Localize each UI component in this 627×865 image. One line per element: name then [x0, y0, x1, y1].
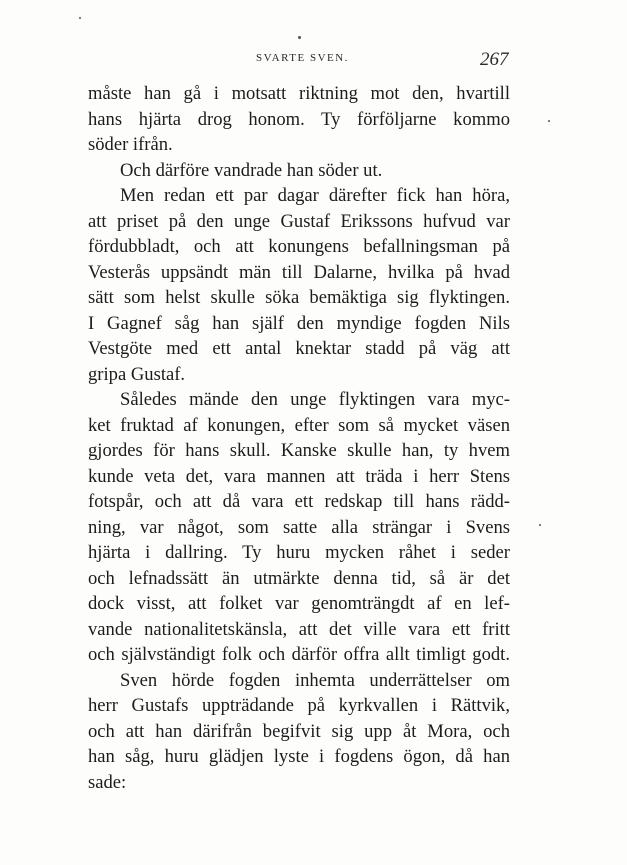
text-line: Vestgöte med ett antal knektar stadd på väg att	[88, 338, 510, 359]
text-line: och självständigt folk och därför offra allt timligt godt.	[88, 644, 510, 665]
text-line: och att han därifrån begifvit sig upp åt Mora, och	[88, 720, 510, 742]
text-line: Vesterås uppsändt män till Dalarne, hvilka på hvad	[88, 261, 510, 283]
text-line: ket fruktad af konungen, efter som så mycket väsen	[88, 414, 510, 436]
text-line: sade:	[88, 771, 127, 793]
text-line: att priset på den unge Gustaf Erikssons hufvud var	[88, 210, 510, 232]
text-line: fotspår, och att då vara ett redskap till hans rädd-	[88, 491, 510, 512]
page-number: 267	[480, 49, 509, 70]
running-header: SVARTE SVEN.	[256, 52, 349, 64]
text-line: Således mände den unge flyktingen vara myc-	[120, 389, 510, 410]
text-line: sätt som helst skulle söka bemäktiga sig flyktingen.	[88, 287, 510, 308]
text-line: fördubbladt, och att konungens befallningsman på	[88, 236, 510, 257]
print-speck	[539, 524, 541, 526]
text-line: gripa Gustaf.	[88, 363, 186, 385]
text-line: Sven hörde fogden inhemta underrättelser om	[120, 669, 510, 691]
text-line: vande nationalitetskänsla, att det ville vara ett fritt	[88, 618, 510, 640]
text-line: dock visst, att folket var genomträngdt af en lef-	[88, 593, 510, 614]
text-line: Men redan ett par dagar därefter fick han höra,	[120, 185, 510, 206]
text-line: och lefnadssätt än utmärkte denna tid, så är det	[88, 567, 510, 589]
text-line: hjärta i dallring. Ty huru mycken råhet i seder	[88, 542, 510, 563]
text-line: han såg, huru glädjen lyste i fogdens ögon, då han	[88, 746, 510, 767]
text-line: söder ifrån.	[88, 134, 173, 155]
text-line: ning, var något, som satte alla strängar i Svens	[88, 516, 510, 538]
print-speck	[298, 36, 301, 39]
text-line: Och därföre vandrade han söder ut.	[120, 159, 383, 181]
text-line: kunde veta det, vara mannen att träda i herr Stens	[88, 465, 510, 487]
print-speck	[79, 17, 81, 19]
body-text	[88, 81, 510, 795]
text-line: hans hjärta drog honom. Ty förföljarne kommo	[88, 108, 510, 130]
print-speck	[548, 120, 550, 122]
text-line: måste han gå i motsatt riktning mot den, hvartill	[88, 83, 510, 104]
text-line: herr Gustafs uppträdande på kyrkvallen i Rättvik,	[88, 695, 510, 716]
text-line: gjordes för hans skull. Kanske skulle han, ty hvem	[88, 440, 510, 461]
text-line: I Gagnef såg han själf den myndige fogden Nils	[88, 312, 510, 334]
